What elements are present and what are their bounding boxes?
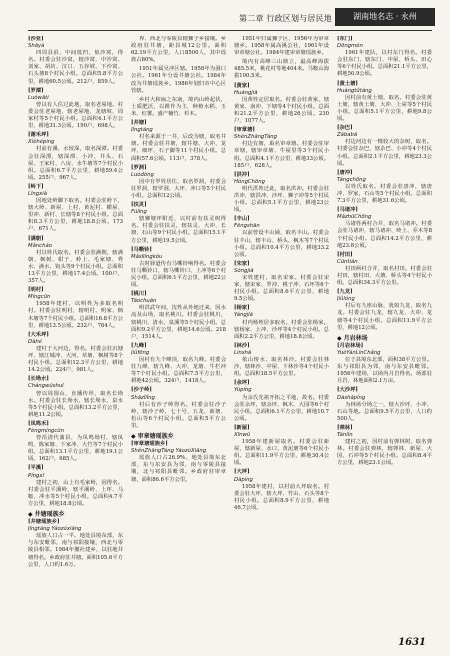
entry-heading: [满朝] <box>28 235 44 242</box>
section-heading <box>131 433 226 440</box>
entry-text: 建村之初，因村前有弹林树，取名弹林。村委会驻弹林，辖弹林、新屋、大园、石冲等5个村民小组。总面积8.4平方公里，耕地23.1公顷。 <box>337 439 432 467</box>
entry-pinyin: ShěnZhāngTáng <box>234 134 277 141</box>
gazetteer-entry <box>28 465 123 508</box>
entry-heading: [杨家] <box>234 305 250 312</box>
entry-text: 因村有九个峰顶，取名九峰。村委会驻九峰，辖九峰、大冲、龙塘、牛栏冲等7个村民小组。总面积7.5平方公里，耕地42公顷。324户，1418人。 <box>131 357 226 385</box>
entry-text: 为余氏先祖开拓之平地，故名。村委会驻余坪，辖余坪、枫木、大园等6个村民小组。总面积6.1平方公里，耕地10.7公顷。 <box>234 394 329 422</box>
gazetteer-entry <box>28 519 123 569</box>
entry-heading: [东门] <box>337 36 353 42</box>
entry-heading: [沙亚] <box>28 36 44 42</box>
book-title-band: 湖南地名志 · 永州 <box>335 8 435 26</box>
entry-heading: [马诸冲] <box>337 207 358 214</box>
column <box>234 36 329 626</box>
entry-pinyin: Yángjiā <box>234 312 253 319</box>
gazetteer-entry <box>337 81 432 124</box>
entry-heading: [长坳水] <box>28 376 49 383</box>
gazetteer-entry <box>28 88 123 131</box>
entry-text: 乡村大和扁之东南，境内山岭起伏，土质肥沃，以耕作为主，种植水稻、玉米、红薯。盛产楠竹、杉木。 <box>131 96 226 117</box>
entry-text: 建村之初，山上有毛家岭，因得名。村委会驻平溪岭，辖平溪岭、上坪、马鞍、冲水等5个村民小组。总面积4.7平方公里，耕地18.8公顷。 <box>28 479 123 507</box>
entry-pinyin: Xièhéping <box>28 139 55 146</box>
gazetteer-entry <box>337 125 432 168</box>
gazetteer-entry <box>234 305 329 340</box>
entry-heading: [弹林] <box>337 424 353 431</box>
entry-text: 因地处岭脚下取名。村委会驻岭下，辖大岭、新屋、上村、黄泥村、横屋、里冲、新村、长塘等8个村民小组。总面积8.3平方公里，耕地18.8公顷。173户，671人。 <box>28 198 123 233</box>
entry-heading: [唐冲] <box>337 169 353 176</box>
entry-text: 因黄姓定居取名。村委会驻黄家，辖黄家、南冲、下塘等4个村民小组。总面积21.2平方公里，耕地26公顷。230户，1077人。 <box>234 96 329 125</box>
gazetteer-entry <box>234 172 329 215</box>
entry-pinyin: Fèngmíngcūn <box>28 427 65 434</box>
entry-pinyin: Xīnwū <box>234 431 251 438</box>
entry-pinyin: Dàhé <box>28 338 42 345</box>
entry-text: 明洪武年间，沈姓从外地迁来，因水流及山坳，取名桃川。村委会驻桃川，辖桃川、清水、泉溪等5个村民小组。总面积9.2平方公里，耕地14.6公顷。218户，1514人。 <box>131 305 226 340</box>
section-title: 井塘瑶族乡 <box>34 511 65 518</box>
gazetteer-entry <box>28 184 123 234</box>
gazetteer-entry <box>28 132 123 182</box>
entry-text: 宋姓建村，取名宋家。村委会驻宋家，辖宋家、罗冲、桃子冲、石坪等6个村民小组。总面积8.6平方公里，耕地9.5公顷。 <box>234 275 329 303</box>
entry-heading: [新屋] <box>234 424 250 431</box>
entry-heading: [黄家] <box>234 82 250 89</box>
gazetteer-entry <box>131 36 226 64</box>
entry-text: 依山傍水，取名林沙。村委会驻林沙，辖林沙、中屋、下林沙等4个村民小组。总面积18.5平方公里。 <box>234 357 329 378</box>
entry-pinyin: ShěnZhāngTáng YáozúXiāng <box>131 448 207 455</box>
entry-pinyin: Dàshāpíng <box>337 394 366 401</box>
entry-text: 1951年属吴冲区辖。1958年为洞口公社。1961年分设井塘公社。1984年改为井塘瑶族乡。1986年划归市中心区管辖。 <box>131 66 226 94</box>
entry-heading: [审章塘] <box>234 127 255 134</box>
entry-heading: [罗潭] <box>28 87 44 94</box>
entry-pinyin: MǎzhūChōng <box>337 214 372 221</box>
entry-text: 因村前有黄土塘，取名。村委会驻黄土塘，辖黄土塘、大冲、上屋等5个村民小组。总面积5.1平方公里，耕地9.8公顷。 <box>337 94 432 123</box>
entry-text: 1961年建队，以村东门得名。村委会驻东门，辖东门、中屋、桥头、田心等6个村民小组。总面积21.1平方公里，耕地50.9公顷。 <box>337 50 432 78</box>
page-header <box>0 0 450 30</box>
entry-text: 明代洪姓迁此，取名洪冲。村委会驻洪冲，辖洪冲、沙坪、狮子冲等5个村民小组。总面积5.1平方公里，耕地23公顷。 <box>234 185 329 214</box>
entry-heading: [岭下] <box>28 183 44 190</box>
gazetteer-entry <box>337 387 432 422</box>
entry-text: 境内有高峰三山鼎立，最高峰海拔485.5米，桃花村等地404米。马鞍山海拔100.5米。 <box>234 59 329 80</box>
entry-heading: [明村] <box>28 287 44 294</box>
entry-heading: [村田] <box>337 251 353 258</box>
entry-text: 辖狮塘坪附近，以村前有扶灵树得名。村委会驻扶灵，辖扶灵、大冲、长塘、石山等9个村民小组。总面积15.1平方公里，耕地19.5公顷。 <box>131 216 226 244</box>
entry-text: 1958年建村，以村前大坪取名。村委会驻大坪，辖大坪、竹山、石头等8个村民小组。总面积8.9平方公里，耕地46.7公顷。 <box>234 483 329 511</box>
gazetteer-entry <box>337 36 432 79</box>
gazetteer-entry <box>131 387 226 430</box>
entry-heading: [扶灵] <box>131 202 147 209</box>
entry-text: 村田两村合并，取名村田。村委会驻村田，辖村田、大塘、桥头等4个村民小组。总面积34.3平方公里。 <box>337 265 432 287</box>
entry-pinyin: Luódòng <box>131 171 154 178</box>
entry-text: 曾以有人住过此地，取名老屋地。村委会驻老屋地，辖老屋地、龙塘坡、周家村等5个村民小组。总面积4.1平方公里，耕地31.3公顷。190户，698人。 <box>28 101 123 130</box>
entry-text: 村边河边有一棵较大的杂树，取名。村委会驻杂巴，辖杂巴、小冲等4个村民小组。总面积2.1平方公里，耕地23.3公顷。 <box>337 139 432 167</box>
entry-pinyin: Yúpíng <box>234 387 252 394</box>
page-number: 1631 <box>398 637 426 648</box>
gazetteer-entry <box>131 120 226 163</box>
entry-text: 瑶族人口占一半。地处县境东部，东与东安毗邻，南与祁阳接壤，西北与零陵县相邻。1984年撤社建乡，以驻地井塘得名。乡政府驻井塘。面积105.6平方公里，人口约1.6万。 <box>28 533 123 568</box>
gazetteer-entry <box>234 469 329 512</box>
entry-heading: [林沙] <box>234 342 250 349</box>
entry-text: 古时驿道传有马嘶铃响得名。村委会驻马嘶铃口，辖马嘶铃口、上冲等6个村民小组。总面积6.1平方公里，耕地22公顷。 <box>131 260 226 289</box>
entry-pinyin: Mǎncháo <box>28 242 52 249</box>
entry-text: 村名来源于一井，后改为塘，取名井塘。村委会驻井塘，辖井塘、大冲、龙坪、细坪、石子脚等11个村民小组。总面积57.6公顷。113户，378人。 <box>131 134 226 162</box>
entry-pinyin: Fēngshān <box>234 223 260 230</box>
gazetteer-entry <box>337 252 432 287</box>
entry-text: 1958年建新屋取名。村委会驻新屋，辖新屋、水口、黄泥塘等6个村民小组。总面积11.9平方公里，耕地30.4公顷。 <box>234 439 329 467</box>
gazetteer-entry <box>131 247 226 290</box>
gazetteer-entry <box>131 291 226 341</box>
entry-pinyin: Dōngmén <box>337 43 363 50</box>
gazetteer-entry <box>234 216 329 259</box>
entry-heading: [宋家] <box>234 260 250 267</box>
entry-pinyin: Táochuān <box>131 298 157 305</box>
entry-pinyin: Sòngjiā <box>234 267 254 274</box>
entry-pinyin: Míngcūn <box>28 294 51 301</box>
gazetteer-entry <box>234 36 329 57</box>
entry-text: 界、西北与零陵县辖狮子乡接壤。乡政府驻井塘，距县城12公里。面积62.19平方公里，人口8500人，其中瑶族占80%。 <box>131 36 226 64</box>
entry-text: 村以姓氏取名。村委会驻满朝，辖满朝、枫树、柑子、岭上、毛家塘、秀水、满水、钩头等9个村民小组。总面积13平方公里，耕地17.4公顷。100户，357人。 <box>28 249 123 285</box>
entry-text: 马诸姓两村合并，取名马诸冲。村委会驻马诸冲，辖马诸冲、岭上、乔木等8个村民小组。总面积14.2平方公里，耕地23.8公顷。 <box>337 221 432 249</box>
gazetteer-entry <box>28 36 123 86</box>
entry-pinyin: Cūntián <box>337 258 358 265</box>
gazetteer-entry <box>337 170 432 205</box>
column <box>28 36 123 626</box>
entry-text: 村前有溪，水较深，取名深潭。村委会驻深潭，辖深潭、小冲、井头、石屋、王家村、八房、水牛塘等7个村民小组。总面积6.7平方公里，耕地59.4公顷。255户，967人。 <box>28 146 123 181</box>
entry-text: 1958年建村，以明姓为多取名明村。村委会驻明村，辖明村、明家、枫木塘等7个村民小组。总面积16.8平方公里，耕地13.5公顷。232户，764人。 <box>28 301 123 329</box>
entry-pinyin: Jǐngtáng <box>131 127 153 134</box>
gazetteer-entry <box>234 380 329 423</box>
entry-heading: [洪冲] <box>234 171 250 178</box>
entry-text: 村后有九座山脉，犹如九龙，取名九龙。村委会驻九龙，辖九龙、大冲、龙塘等4个村民小组。总面积11.9平方公里，耕地12公顷。 <box>337 303 432 331</box>
entry-heading: [罗洞] <box>131 164 147 171</box>
gazetteer-entry <box>28 236 123 286</box>
column <box>337 36 432 626</box>
entry-pinyin: Luówāti <box>28 94 49 101</box>
gazetteer-entry <box>234 425 329 468</box>
entry-text: 因中有罗姓居住，取名罗洞。村委会驻罗洞，辖罗洞、大坪、冲口等5个村民小组。总面积12公顷。 <box>131 178 226 199</box>
entry-text: 1951年归属狮子区，1956年为审章塘乡。1958年属高溪公社，1961年设审章塘公社。1984年建审章塘瑶族乡。 <box>234 36 329 57</box>
entry-heading: [谢禾坪] <box>28 132 49 139</box>
entry-text: 村内杨姓居多取名。村委会驻杨家，辖杨家、上冲、沙坪等4个村民小组。总面积2.2平方公里，耕地18.8公顷。 <box>234 319 329 340</box>
entry-pinyin: Píngxī <box>28 472 44 479</box>
entry-heading: [井塘瑶族乡] <box>28 519 60 526</box>
section-title: 月岩林场 <box>343 334 368 342</box>
entry-heading: [大禾坪] <box>28 331 49 338</box>
gazetteer-entry <box>337 207 432 250</box>
entry-heading: [平溪] <box>28 465 44 472</box>
entry-pinyin: Chángwūshuǐ <box>28 383 64 390</box>
entry-pinyin: Jiǔlóng <box>337 296 355 303</box>
section-heading <box>337 335 432 342</box>
entry-text: 村后有沙子岭得名。村委会驻沙子岭，辖沙子岭、七十号、五龙、新塘、松山等6个村民小组。总面积5平方公里。 <box>131 401 226 429</box>
gazetteer-entry <box>234 127 329 170</box>
entry-pinyin: Dàpíng <box>234 476 253 483</box>
entry-pinyin: Huángtǔtáng <box>337 87 372 94</box>
entry-heading: [大坪] <box>234 469 250 476</box>
entry-pinyin: Mǎsīlíngkǒu <box>131 253 163 260</box>
entry-heading: [杂巴] <box>337 125 353 132</box>
entry-heading: [桃川] <box>131 291 147 298</box>
entry-text: 以姓氏取名。村委会驻唐冲，辖唐冲、罗家、石山等5个村民小组。总面积7.3平方公里，耕地31.6公顷。 <box>337 183 432 205</box>
gazetteer-entry <box>131 97 226 118</box>
gazetteer-entry <box>131 343 226 386</box>
gazetteer-entry <box>131 66 226 94</box>
entry-heading: [黄土塘] <box>337 80 358 87</box>
entry-pinyin: Zábabā <box>337 132 358 139</box>
gazetteer-entry <box>337 289 432 332</box>
entry-pinyin: Tángchōng <box>337 176 366 183</box>
gazetteer-entry <box>234 59 329 80</box>
entry-heading: [审章塘瑶族乡] <box>131 441 168 448</box>
entry-heading: [井塘] <box>131 120 147 127</box>
gazetteer-entry <box>28 287 123 330</box>
entry-heading: [大沙坪] <box>337 387 358 394</box>
entry-text: 位于县境东北部，面积38平方公里。东与祁阳县为邻，南与东安县毗邻。1956年建场，以场内月岩得名。场部驻月岩，林地面积2.1万亩。 <box>337 357 432 385</box>
entry-heading: [沙子岭] <box>131 387 152 394</box>
entry-heading: [月岩林场] <box>337 342 364 349</box>
entry-text: 村边有塘，取名审章塘。村委会驻审章塘，辖审章塘、牛屋里等3个村民小组。总面积4.1平方公里，耕地33公顷。185户，628人。 <box>234 141 329 169</box>
gazetteer-entry <box>28 376 123 419</box>
header-rule <box>28 30 432 31</box>
diamond-icon: ◆ <box>337 334 342 342</box>
diamond-icon: ◆ <box>131 432 136 440</box>
entry-pinyin: Jǐngtáng Yáozúxiāng <box>28 526 82 533</box>
entry-heading: [余坪] <box>234 380 250 387</box>
entry-text: 曾以周围山，直播传坦，取名长坳水。村委会驻长坳水，辖长坳水、泉水等5个村民小组。总面积13.2平方公里，耕地11.2公顷。 <box>28 390 123 418</box>
diamond-icon: ◆ <box>28 511 33 518</box>
gazetteer-entry <box>337 343 432 386</box>
gazetteer-entry <box>131 441 226 484</box>
entry-pinyin: Shāyà <box>28 43 45 50</box>
text-columns <box>28 36 432 626</box>
entry-text: 瑶族人口占26.9%。地处县境东北部，东与东安县为邻，南与零陵县接壤，北与祁阳县毗邻。乡政府驻审章塘，面积86.6平方公里。 <box>131 455 226 483</box>
entry-heading: [丰山] <box>234 216 250 223</box>
entry-pinyin: Fúlíng <box>131 209 147 216</box>
section-heading <box>28 511 123 518</box>
entry-pinyin: HóngChōng <box>234 178 265 185</box>
gazetteer-entry <box>28 421 123 464</box>
entry-text: 为林场分场之一，辖大沙坪、小冲、石山等地。总面积9.5平方公里，人口约500人。 <box>337 401 432 422</box>
column <box>131 36 226 626</box>
entry-pinyin: Jiǔfēng <box>131 349 150 356</box>
entry-text: 以前曾设丰山铺，取名丰山。村委会驻丰山，辖丰山、桥头、枫木等7个村民小组。总面积10.4平方公里，耕地33.2公顷。 <box>234 230 329 258</box>
entry-pinyin: Línshā <box>234 349 252 356</box>
entry-heading: [九峰] <box>131 342 147 349</box>
entry-text: 四周县沿，中间低凹，似沙窝，得名。村委会驻沙窝，辖沙窝、中沙窝、刘家、胡坊、汉口、五谷坡、下沙窝、石头塘8个村民小组。总面积5.8平方公里，耕地60.5公顷。212户，859人。 <box>28 50 123 85</box>
entry-heading: [九龙] <box>337 289 353 296</box>
entry-heading: [马嘶铃] <box>131 246 152 253</box>
entry-text: 建村于大河边，得名。村委会驻沉塘坪，辖江城冲、大河、草塘、枫树等8个村民小组。总面积12.3平方公里，耕地14.2公顷。224户，981人。 <box>28 345 123 374</box>
gazetteer-entry <box>131 165 226 200</box>
gazetteer-entry <box>131 202 226 245</box>
entry-text: 曾沿清代蒲县，为凤鸣坳村，辖凤鸣、陈家塘、下家冲、大竹等7个村民小组。总面积13.1平方公里，耕地19.1公顷。162户，685人。 <box>28 435 123 463</box>
gazetteer-entry <box>28 332 123 375</box>
gazetteer-entry <box>337 425 432 468</box>
entry-heading: [凤鸣禾] <box>28 420 49 427</box>
section-title: 审章塘瑶族乡 <box>137 432 174 440</box>
gazetteer-entry <box>234 343 329 378</box>
entry-pinyin: Huángjiā <box>234 89 258 96</box>
entry-pinyin: YuèYánLínChǎng <box>337 349 381 356</box>
gazetteer-entry <box>234 261 329 304</box>
chapter-title: 第二章 行政区划与居民地 <box>239 14 332 23</box>
gazetteer-entry <box>234 83 329 126</box>
entry-pinyin: Tánlín <box>337 431 353 438</box>
entry-pinyin: Shāzǐlǐng <box>131 394 155 401</box>
entry-pinyin: Lǐngxià <box>28 190 47 197</box>
